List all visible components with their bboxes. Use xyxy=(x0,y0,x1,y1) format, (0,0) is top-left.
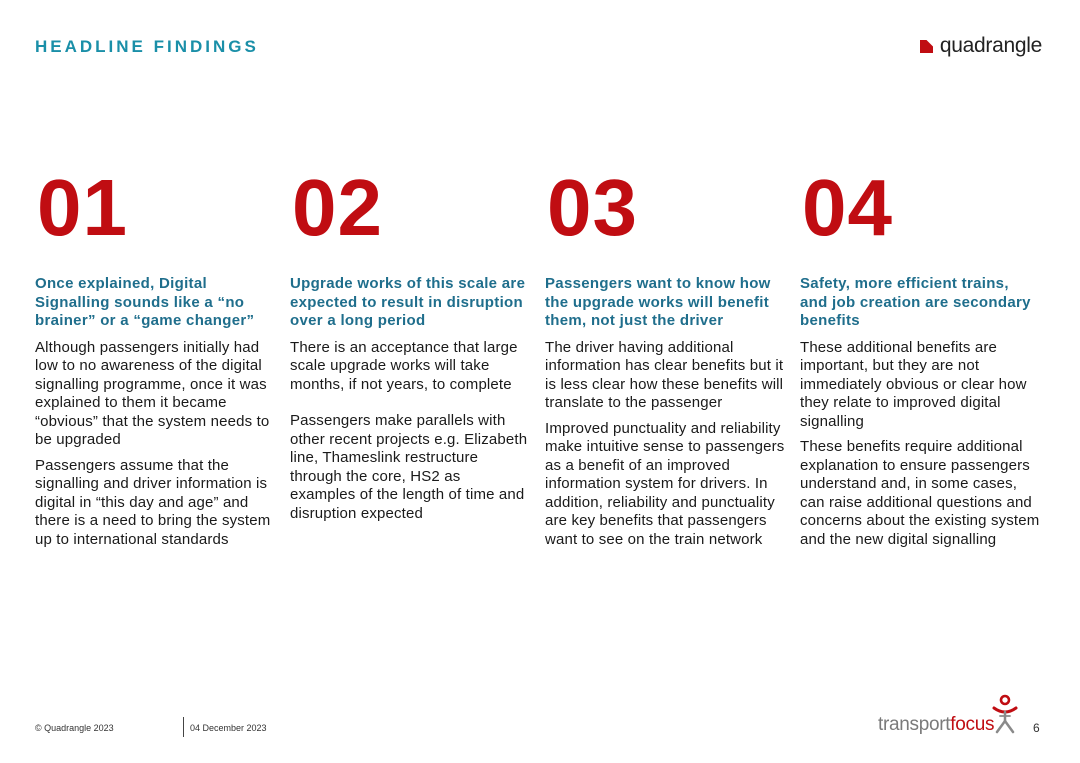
finding-heading: Upgrade works of this scale are expected to result in disruption over a long period xyxy=(290,275,526,329)
footer-copyright: © Quadrangle 2023 xyxy=(35,723,114,733)
finding-number: 02 xyxy=(292,163,383,252)
logo-text-transport: transport xyxy=(878,714,951,735)
finding-column-1 xyxy=(35,163,275,549)
footer-divider xyxy=(183,717,184,737)
finding-paragraph: Although passengers initially had low to no awareness of the digital signalling programme, once it was explained to them it became “obvious” that the system needs to be upgraded xyxy=(35,338,270,448)
quadrangle-logo xyxy=(920,34,1042,58)
transportfocus-logo-text xyxy=(878,714,994,736)
finding-paragraph: These benefits require additional explanation to ensure passengers understand and, in some cases, can raise additional questions and concerns about the existing system and the new digital signalling xyxy=(800,438,1040,548)
logo-text-focus: focus xyxy=(950,714,995,735)
finding-heading: Passengers want to know how the upgrade works will benefit them, not just the driver xyxy=(545,275,771,329)
footer-date: 04 December 2023 xyxy=(190,723,267,733)
finding-paragraph: There is an acceptance that large scale upgrade works will take months, if not years, to complete xyxy=(290,338,518,393)
finding-number: 01 xyxy=(37,163,128,252)
finding-column-3 xyxy=(545,163,785,549)
finding-number: 03 xyxy=(547,163,638,252)
page-title: HEADLINE FINDINGS xyxy=(35,37,259,56)
finding-number: 04 xyxy=(802,163,893,252)
page-number: 6 xyxy=(1033,721,1040,735)
finding-heading: Safety, more efficient trains, and job creation are secondary benefits xyxy=(800,275,1031,329)
finding-column-2 xyxy=(290,163,530,523)
finding-paragraph: Passengers make parallels with other recent projects e.g. Elizabeth line, Thameslink restructure through the core, HS2 as examples of the length of time and disruption expected xyxy=(290,412,528,522)
quadrangle-logo-icon xyxy=(920,40,933,53)
transportfocus-logo xyxy=(878,694,1028,736)
quadrangle-logo-text: quadrangle xyxy=(939,34,1042,57)
finding-heading: Once explained, Digital Signalling sounds like a “no brainer” or a “game changer” xyxy=(35,275,255,329)
finding-paragraph: The driver having additional information has clear benefits but it is less clear how these benefits will translate to the passenger xyxy=(545,338,784,411)
finding-paragraph: These additional benefits are important, but they are not immediately obvious or clear how they relate to improved digital signalling xyxy=(800,338,1027,430)
finding-column-4 xyxy=(800,163,1040,549)
finding-paragraph: Improved punctuality and reliability make intuitive sense to passengers as a benefit of an improved information system for drivers. In addition, reliability and punctuality are key benefits that passengers want to see on the train network xyxy=(545,419,785,548)
finding-paragraph: Passengers assume that the signalling and driver information is digital in “this day and age” and there is a need to bring the system up to international standards xyxy=(35,456,271,548)
transportfocus-person-icon xyxy=(990,694,1020,734)
